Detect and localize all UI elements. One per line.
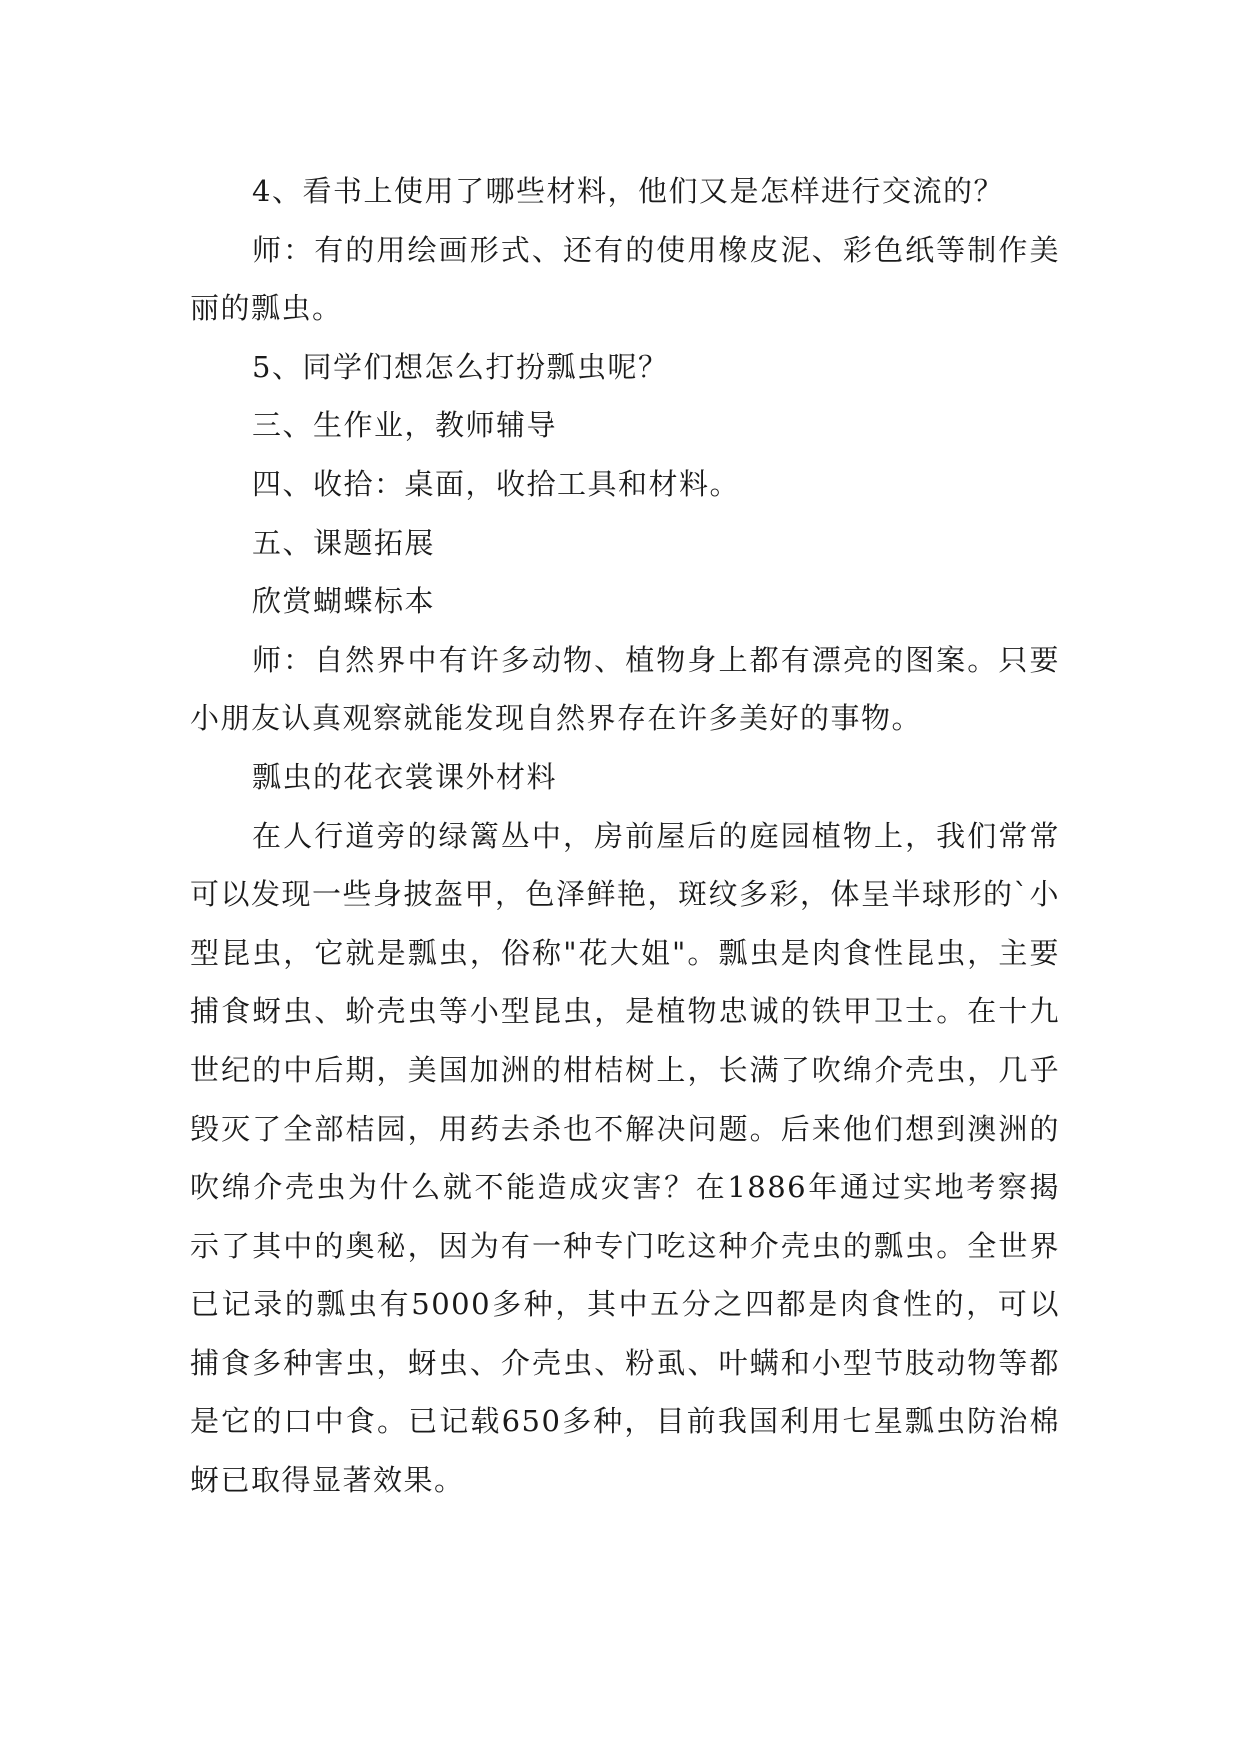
paragraph-question-4: 4、看书上使用了哪些材料，他们又是怎样进行交流的？	[252, 174, 1004, 208]
paragraph-question-5: 5、同学们想怎么打扮瓢虫呢？	[252, 349, 669, 384]
paragraph-section-5: 五、课题拓展	[252, 525, 436, 560]
body-text	[190, 162, 1060, 1510]
paragraph-teacher-nature: 师：自然界中有许多动物、植物身上都有漂亮的图案。只要小朋友认真观察就能发现自然界存在许多美好的事物。	[190, 642, 1060, 736]
paragraph-section-3: 三、生作业，教师辅导	[252, 408, 558, 443]
paragraph-section-4: 四、收拾：桌面，收拾工具和材料。	[252, 466, 741, 501]
paragraph-ladybug-article: 在人行道旁的绿篱丛中，房前屋后的庭园植物上，我们常常可以发现一些身披盔甲，色泽鲜艳，斑纹多彩，体呈半球形的`小型昆虫，它就是瓢虫，俗称"花大姐"。瓢虫是肉食性昆虫，主要捕食蚜虫、蚧壳虫等小型昆虫，是植物忠诚的铁甲卫士。在十九世纪的中后期，美国加洲的柑桔树上，长满了吹绵介壳虫，几乎毁灭了全部桔园，用药去杀也不解决问题。后来他们想到澳洲的吹绵介壳虫为什么就不能造成灾害？在1886年通过实地考察揭示了其中的奥秘，因为有一种专门吃这种介壳虫的瓢虫。全世界已记录的瓢虫有5000多种，其中五分之四都是肉食性的，可以捕食多种害虫，蚜虫、介壳虫、粉虱、叶螨和小型节肢动物等都是它的口中食。已记载650多种，目前我国利用七星瓢虫防治棉蚜已取得显著效果。	[190, 818, 1061, 1498]
paragraph-butterfly: 欣赏蝴蝶标本	[252, 584, 436, 619]
paragraph-teacher-materials: 师：有的用绘画形式、还有的使用橡皮泥、彩色纸等制作美丽的瓢虫。	[190, 232, 1060, 326]
paragraph-extra-title: 瓢虫的花衣裳课外材料	[252, 759, 558, 794]
